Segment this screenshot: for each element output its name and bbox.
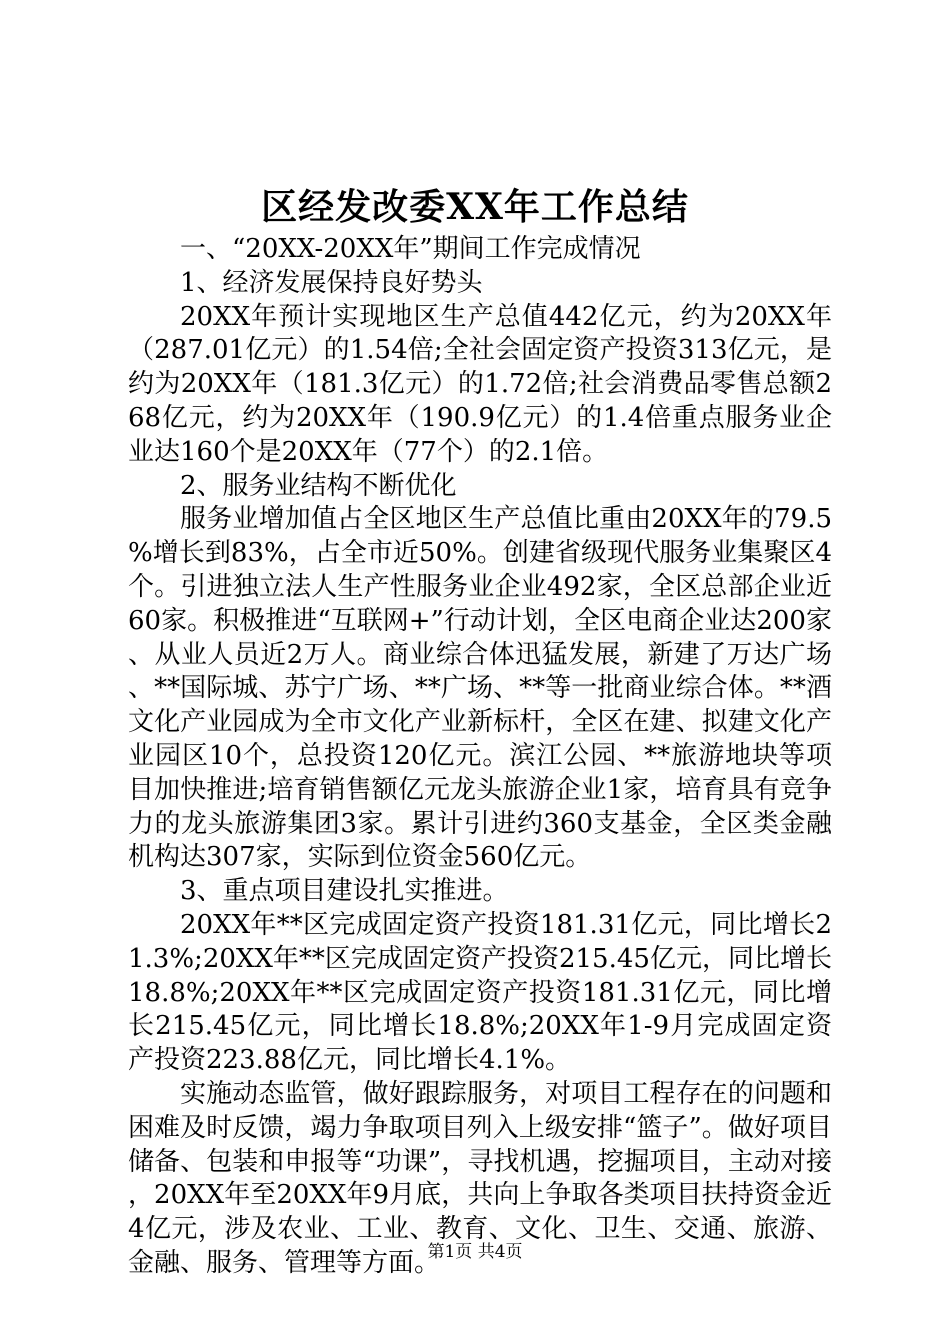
document-title: 区经发改委XX年工作总结 bbox=[261, 186, 689, 228]
section-heading: 一、“20XX-20XX年”期间工作完成情况 bbox=[180, 234, 641, 264]
body-paragraph: 服务业增加值占全区地区生产总值比重由20XX年的79.5%增长到83%，占全市近50%。创建省级现代服务业集聚区4个。引进独立法人生产性服务业企业492家，全区总部企业近60家。积极推进“互联网+”行动计划，全区电商企业达200家、从业人员近2万人。商业综合体迅猛发展，新建了万达广场、**国际城、苏宁广场、**广场、**等一批商业综合体。**酒文化产业园成为全市文化产业新标杆，全区在建、拟建文化产业园区10个，总投资120亿元。滨江公园、**旅游地块等项目加快推进;培育销售额亿元龙头旅游企业1家，培育具有竞争力的龙头旅游集团3家。累计引进约360支基金，全区类金融机构达307家，实际到位资金560亿元。 bbox=[128, 504, 832, 873]
document-body bbox=[128, 233, 832, 1281]
body-paragraph: 20XX年**区完成固定资产投资181.31亿元，同比增长21.3%;20XX年**区完成固定资产投资215.45亿元，同比增长18.8%;20XX年**区完成固定资产投资181.31亿元，同比增长215.45亿元，同比增长18.8%;20XX年1-9月完成固定资产投资223.88亿元，同比增长4.1%。 bbox=[128, 909, 832, 1076]
subsection-heading: 2、服务业结构不断优化 bbox=[180, 470, 457, 501]
body-paragraph: 实施动态监管，做好跟踪服务，对项目工程存在的问题和困难及时反馈，竭力争取项目列入上级安排“篮子”。做好项目储备、包装和申报等“功课”，寻找机遇，挖掘项目，主动对接，20XX年至20XX年9月底，共向上争取各类项目扶持资金近4亿元，涉及农业、工业、教育、文化、卫生、交通、旅游、金融、服务、管理等方面。 bbox=[128, 1078, 832, 1278]
subsection-heading: 3、重点项目建设扎实推进。 bbox=[180, 876, 509, 907]
subsection-heading: 1、经济发展保持良好势头 bbox=[180, 267, 483, 298]
body-paragraph: 20XX年预计实现地区生产总值442亿元，约为20XX年（287.01亿元）的1.54倍;全社会固定资产投资313亿元，是约为20XX年（181.3亿元）的1.72倍;社会消费品零售总额268亿元，约为20XX年（190.9亿元）的1.4倍重点服务业企业达160个是20XX年（77个）的2.1倍。 bbox=[128, 301, 832, 467]
page-number-footer: 第1页 共4页 bbox=[427, 1242, 523, 1262]
